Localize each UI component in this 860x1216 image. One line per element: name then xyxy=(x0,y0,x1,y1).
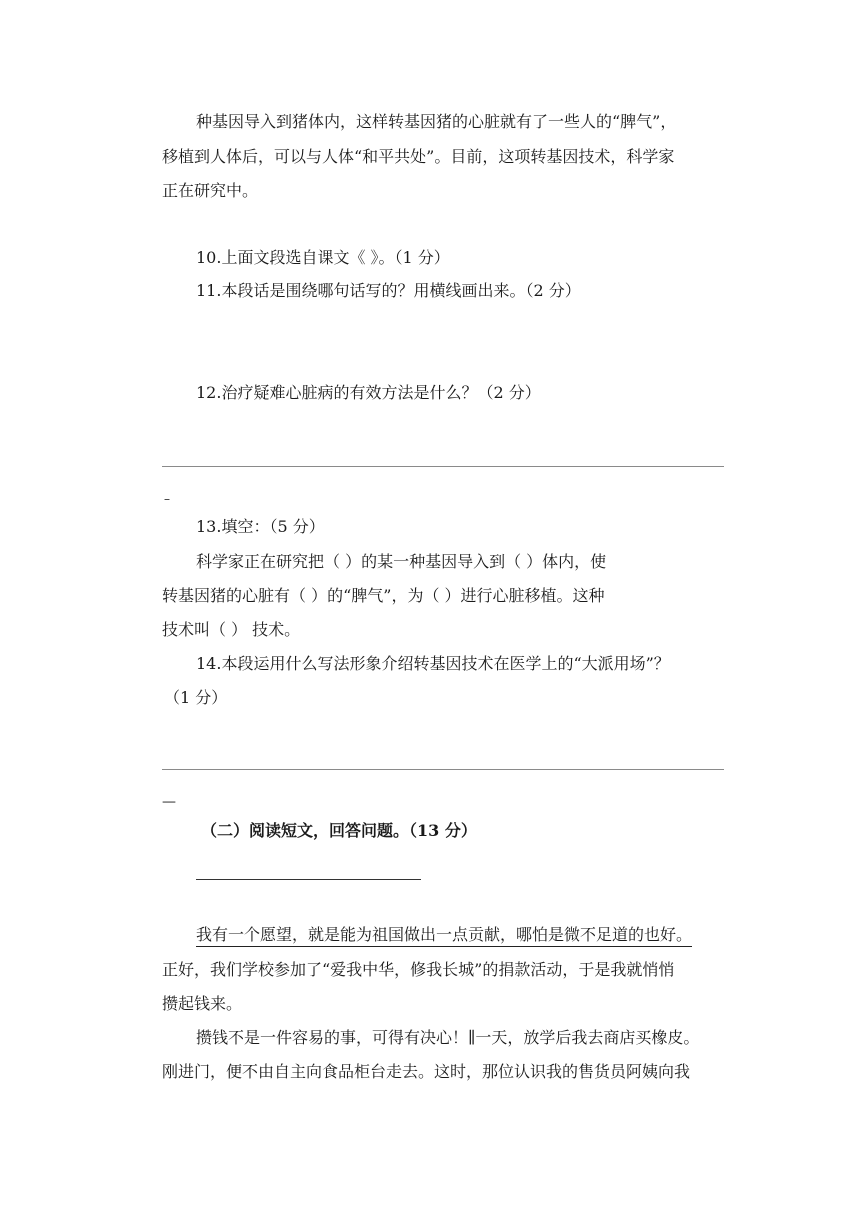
question-13-line: 技术叫（ ） 技术。 xyxy=(162,620,301,639)
passage-line: 种基因导入到猪体内，这样转基因猪的心脏就有了一些人的“脾气”， xyxy=(196,112,677,131)
passage-line: 正好，我们学校参加了“爱我中华，修我长城”的捐款活动，于是我就悄悄 xyxy=(162,960,675,979)
passage-line: 攒钱不是一件容易的事，可得有决心！∥一天，放学后我去商店买橡皮。 xyxy=(196,1028,700,1047)
answer-line-dash: — xyxy=(162,794,176,810)
answer-line xyxy=(162,466,724,467)
answer-line-dash: – xyxy=(164,492,170,506)
question-11: 11.本段话是围绕哪句话写的？用横线画出来。（2 分） xyxy=(196,281,581,300)
question-14: 14.本段运用什么写法形象介绍转基因技术在医学上的“大派用场”？ xyxy=(196,654,670,673)
question-13-line: 科学家正在研究把（ ）的某一种基因导入到（ ）体内，使 xyxy=(196,552,607,571)
passage-line: 正在研究中。 xyxy=(162,181,259,200)
section-heading: （二）阅读短文，回答问题。（13 分） xyxy=(201,821,477,840)
question-13-line: 转基因猪的心脏有（ ）的“脾气”，为（ ）进行心脏移植。这种 xyxy=(162,586,605,605)
passage-line: 移植到人体后，可以与人体“和平共处”。目前，这项转基因技术，科学家 xyxy=(162,147,675,166)
question-10: 10.上面文段选自课文《 》。（1 分） xyxy=(196,248,450,267)
passage-line: 刚进门，便不由自主向食品柜台走去。这时，那位认识我的售货员阿姨向我 xyxy=(162,1062,691,1081)
question-13-title: 13.填空：（5 分） xyxy=(196,517,325,536)
question-14-score: （1 分） xyxy=(164,688,228,707)
title-blank-line xyxy=(196,879,421,880)
question-12: 12.治疗疑难心脏病的有效方法是什么？（2 分） xyxy=(196,383,541,402)
passage-line-underlined: 我有一个愿望，就是能为祖国做出一点贡献，哪怕是微不足道的也好。 xyxy=(196,925,692,947)
passage-line: 攒起钱来。 xyxy=(162,994,243,1013)
answer-line xyxy=(162,769,724,770)
